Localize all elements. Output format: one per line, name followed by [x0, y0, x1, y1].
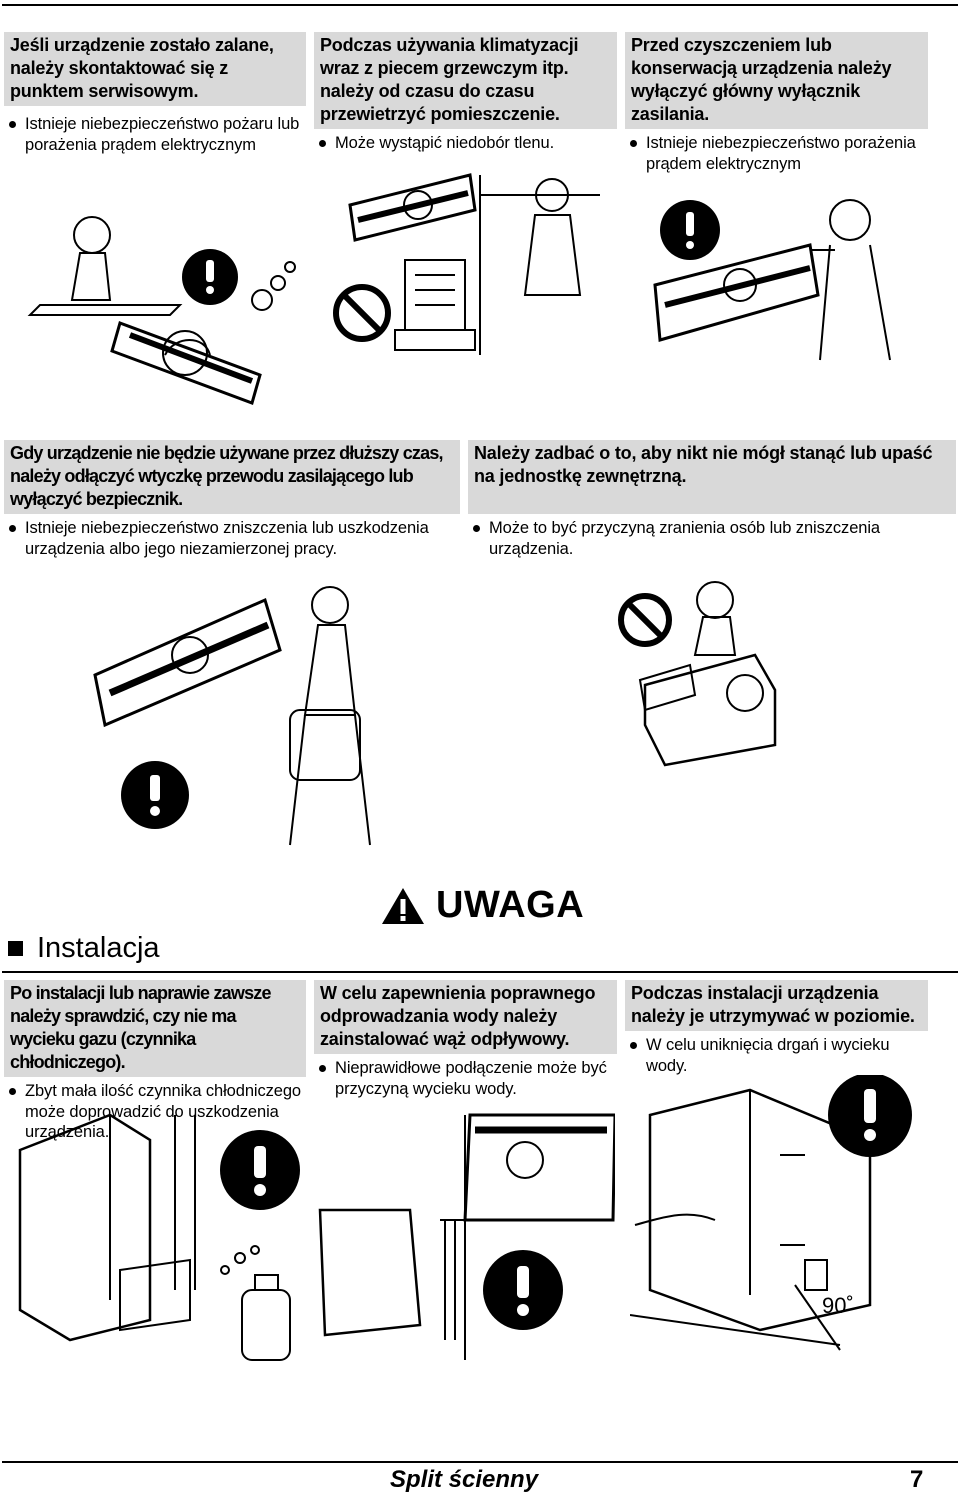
notice-bullet: Istnieje niebezpieczeństwo zniszczenia lub uszkodzenia urządzenia albo jego niezamierzonej pracy.	[4, 518, 460, 559]
footer-rule	[2, 1461, 958, 1463]
section-title: Instalacja	[37, 932, 160, 964]
notice-bullet: Może to być przyczyną zranienia osób lub zniszczenia urządzenia.	[468, 518, 956, 559]
warning-triangle-icon	[380, 886, 426, 926]
notice-bullet: Istnieje niebezpieczeństwo pożaru lub porażenia prądem elektrycznym	[4, 114, 306, 155]
illustration-drain-hose	[315, 1110, 615, 1360]
illustration-heater-ventilation	[330, 165, 610, 370]
notice-bullet: Nieprawidłowe podłączenie może być przyczyną wycieku wody.	[314, 1058, 617, 1099]
footer-title: Split ścienny	[390, 1466, 539, 1493]
angle-label: 90˚	[822, 1293, 854, 1318]
page-number: 7	[910, 1466, 924, 1493]
notice-flooded	[4, 32, 306, 155]
notice-power-off	[625, 32, 928, 174]
notice-header: Jeśli urządzenie zostało zalane, należy skontaktować się z punktem serwisowym.	[4, 32, 306, 106]
illustration-level-installation	[630, 1075, 950, 1360]
notice-level-installation	[625, 980, 928, 1076]
notice-header: Po instalacji lub naprawie zawsze należy sprawdzić, czy nie ma wycieku gazu (czynnika chłodniczego).	[4, 980, 306, 1077]
notice-header: Przed czyszczeniem lub konserwacją urządzenia należy wyłączyć główny wyłącznik zasilania.	[625, 32, 928, 129]
notice-header: W celu zapewnienia poprawnego odprowadzania wody należy zainstalować wąż odpływowy.	[314, 980, 617, 1054]
caution-title: UWAGA	[436, 884, 585, 926]
prohibition-icon	[621, 596, 669, 644]
top-rule	[2, 4, 958, 6]
illustration-power-off-cleaning	[650, 190, 910, 365]
section-heading	[8, 932, 160, 965]
notice-header: Podczas używania klimatyzacji wraz z piecem grzewczym itp. należy od czasu do czasu przewietrzyć pomieszczenie.	[314, 32, 617, 129]
illustration-flooded-unit	[20, 205, 310, 415]
notice-unplug	[4, 440, 460, 559]
illustration-child-on-outdoor-unit	[615, 575, 785, 770]
notice-outdoor-unit-standing	[468, 440, 956, 559]
notice-bullet: Istnieje niebezpieczeństwo porażenia prądem elektrycznym	[625, 133, 928, 174]
notice-bullet: W celu uniknięcia drgań i wycieku wody.	[625, 1035, 928, 1076]
notice-drain-hose	[314, 980, 617, 1099]
illustration-unplug-unit	[90, 575, 400, 855]
square-bullet-icon	[8, 941, 23, 956]
notice-bullet: Może wystąpić niedobór tlenu.	[314, 133, 617, 154]
notice-header: Gdy urządzenie nie będzie używane przez dłuższy czas, należy odłączyć wtyczkę przewodu zasilającego lub wyłączyć bezpiecznik.	[4, 440, 460, 514]
notice-ventilate	[314, 32, 617, 154]
illustration-gas-leak-check	[10, 1110, 310, 1370]
caution-heading	[380, 884, 584, 927]
prohibition-icon	[336, 287, 388, 339]
notice-header: Należy zadbać o to, aby nikt nie mógł stanąć lub upaść na jednostkę zewnętrzną.	[468, 440, 956, 514]
section-rule	[2, 971, 958, 973]
notice-header: Podczas instalacji urządzenia należy je utrzymywać w poziomie.	[625, 980, 928, 1031]
notice-bullet: Zbyt mała ilość czynnika chłodniczego może doprowadzić do uszkodzenia urządzenia.	[4, 1081, 306, 1143]
